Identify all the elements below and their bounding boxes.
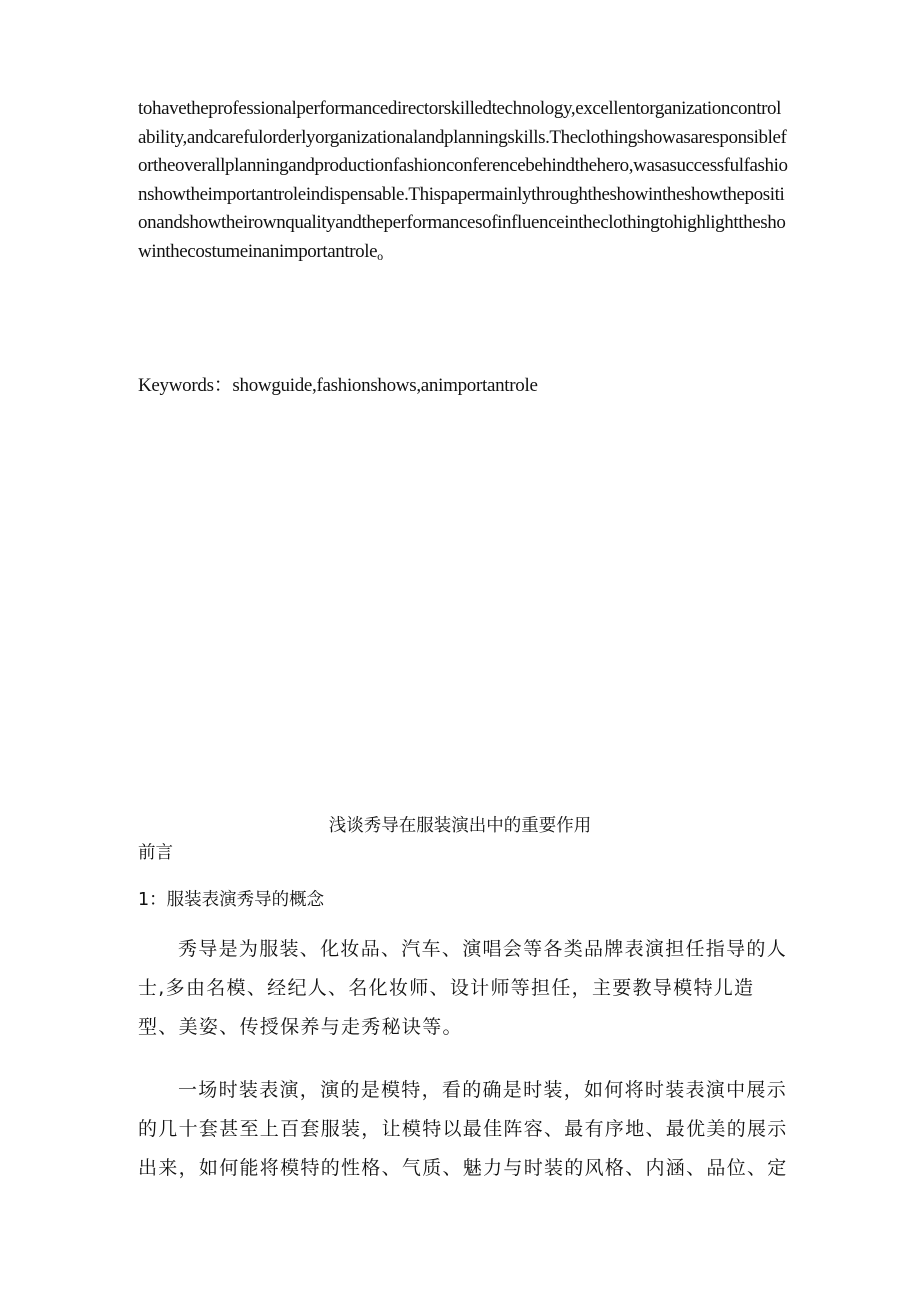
body-paragraph-1: 秀导是为服装、化妆品、汽车、演唱会等各类品牌表演担任指导的人士,多由名模、经纪人、名化妆师、设计师等担任，主要教导模特儿造型、美姿、传授保养与走秀秘诀等。 [138,938,788,1038]
keywords-label: Keywords： [138,375,233,396]
abstract-body: tohavetheprofessionalperformancedirectorskilledtechnology,excellentorganizationcontrolability,andcarefulorderlyorganizationalandplanningskills.Theclothingshowasaresponsiblefortheoverallplanningandproductionfashionconferencebehindthehero,wasasuccessfulfashionshowtheimportantroleindispensable.Thispapermainlythroughtheshowintheshowthepositionandshowtheirownqualityandtheperformancesofinfluenceintheclothingtohighlighttheshowinthecostumeinanimportantrole [138,98,788,262]
body-paragraph-2: 一场时装表演，演的是模特，看的确是时装，如何将时装表演中展示的几十套甚至上百套服装，让模特以最佳阵容、最有序地、最优美的展示出来，如何能将模特的性格、气质、魅力与时装的风格、内涵、品位、定 [138,1079,788,1179]
keywords-line [138,372,538,400]
section-1-heading: 1：服装表演秀导的概念 [138,890,325,910]
english-abstract [138,95,788,271]
keywords-value: showguide,fashionshows,animportantrole [232,375,538,396]
abstract-tail-mark: o [377,248,383,263]
preface-heading: 前言 [138,843,173,863]
chinese-title: 浅谈秀导在服装演出中的重要作用 [328,816,592,836]
